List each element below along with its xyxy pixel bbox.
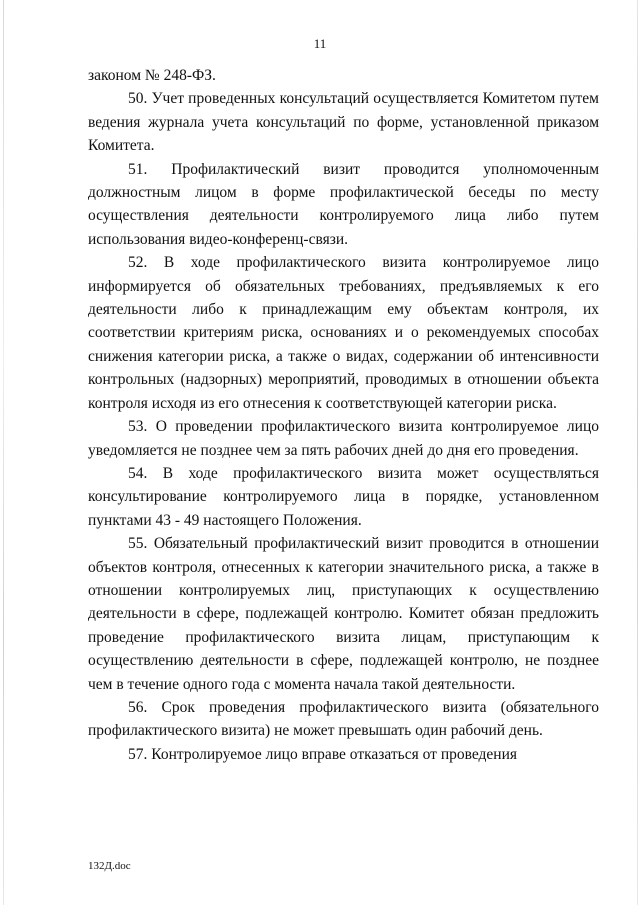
paragraph-56: 56. Срок проведения профилактического визита (обязательного профилактического визита) не может превышать один рабочий день. xyxy=(88,698,599,740)
paragraph-53: 53. О проведении профилактического визита контролируемое лицо уведомляется не позднее чем за пять рабочих дней до дня его проведения. xyxy=(88,418,599,459)
paragraph-57: 57. Контролируемое лицо вправе отказаться от проведения xyxy=(128,745,517,763)
continuation-line: законом № 248-ФЗ. xyxy=(88,67,216,84)
paragraph-54: 54. В ходе профилактического визита может осуществляться консультирование контролируемого лица в порядке, установленном пунктами 43 - 49 настоящего Положения. xyxy=(88,464,599,529)
paragraph-52: 52. В ходе профилактического визита контролируемое лицо информируется об обязательных требованиях, предъявляемых к его деятельности либо к принадлежащим ему объектам контроля, их соответствии критериям риска, основаниях и о рекомендуемых способах снижения категории риска, а также о видах, содержании об интенсивности контрольных (надзорных) мероприятий, проводимых в отношении объекта контроля исходя из его отнесения к соответствующей категории риска. xyxy=(88,254,599,412)
file-name-footer: 132Д.doc xyxy=(88,860,131,872)
document-body xyxy=(88,64,599,766)
scan-edge-right xyxy=(637,0,638,905)
page-number: 11 xyxy=(313,36,327,51)
scan-edge-left xyxy=(3,0,4,905)
paragraph-55: 55. Обязательный профилактический визит проводится в отношении объектов контроля, отнесенных к категории значительного риска, а также в отношении контролируемых лиц, приступающих к осуществлению деятельности в сфере, подлежащей контролю. Комитет обязан предложить проведение профилактического визита лицам, приступающим к осуществлению деятельности в сфере, подлежащей контролю, не позднее чем в течение одного года с момента начала такой деятельности. xyxy=(88,535,599,693)
paragraph-50: 50. Учет проведенных консультаций осуществляется Комитетом путем ведения журнала учета консультаций по форме, установленной приказом Комитета. xyxy=(88,90,599,155)
paragraph-51: 51. Профилактический визит проводится уполномоченным должностным лицом в форме профилактической беседы по месту осуществления деятельности контролируемого лица либо путем использования видео-конференц-связи. xyxy=(88,160,599,248)
